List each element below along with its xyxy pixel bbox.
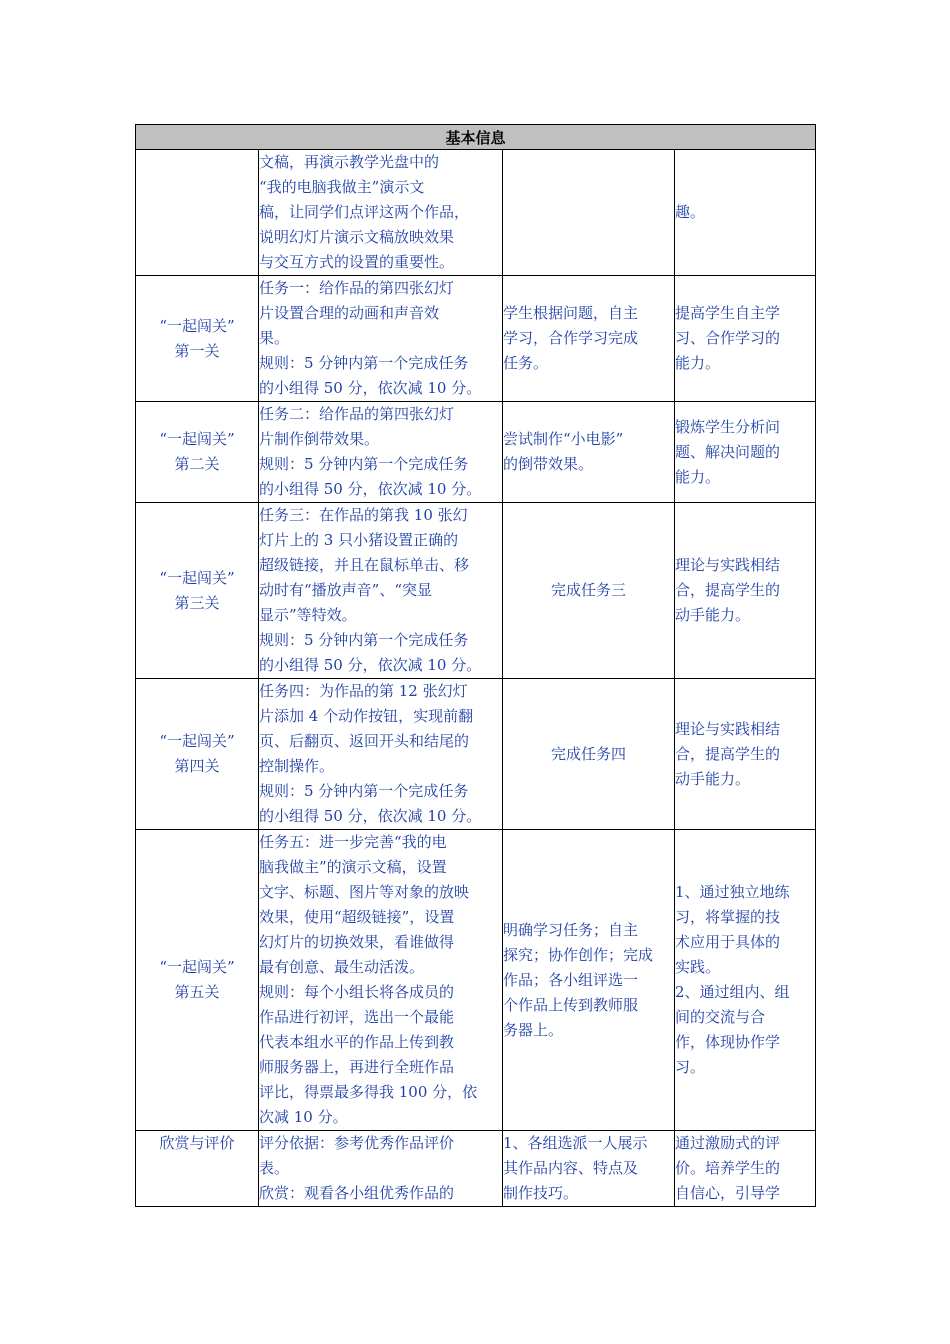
student-activity-cell — [503, 276, 675, 402]
cell-text-line: 第三关 — [174, 593, 220, 612]
cell-text-line: 效果，使用“超级链接”，设置 — [259, 908, 455, 926]
table-row — [136, 150, 816, 276]
design-intent-cell — [675, 276, 816, 402]
cell-text-line: 作，体现协作学 — [675, 1033, 781, 1051]
cell-text-line: 能力。 — [675, 354, 721, 372]
design-intent-cell — [675, 503, 816, 679]
cell-text-line: 制作技巧。 — [503, 1184, 579, 1202]
table-row — [136, 503, 816, 679]
cell-text-line: 1、通过独立地练 — [675, 883, 790, 901]
cell-text-line: 控制操作。 — [259, 757, 335, 775]
cell-text-line: 欣赏：观看各小组优秀作品的 — [259, 1184, 455, 1202]
cell-text-line: 规则：5 分钟内第一个完成任务 — [259, 354, 469, 372]
cell-text-line: 任务。 — [503, 354, 549, 372]
cell-text-line: “一起闯关” — [159, 430, 235, 448]
cell-text-line: 与交互方式的设置的重要性。 — [259, 253, 455, 271]
task-cell — [259, 402, 503, 503]
task-cell — [259, 276, 503, 402]
stage-cell — [136, 679, 259, 830]
design-intent-cell — [675, 402, 816, 503]
lesson-plan-table — [135, 124, 816, 1207]
stage-cell — [136, 503, 259, 679]
cell-text-line: 习。 — [675, 1058, 706, 1076]
design-intent-cell — [675, 679, 816, 830]
cell-text-line: 表。 — [259, 1159, 290, 1177]
stage-cell — [136, 1131, 259, 1207]
cell-text-line: 学生根据问题，自主 — [503, 304, 639, 322]
student-activity-cell — [503, 402, 675, 503]
stage-cell — [136, 830, 259, 1131]
cell-text-line: 第一关 — [174, 341, 220, 360]
design-intent-cell — [675, 150, 816, 276]
cell-text-line: 理论与实践相结 — [675, 719, 781, 738]
table-row — [136, 830, 816, 1131]
student-activity-cell — [503, 503, 675, 679]
cell-text-line: 页、后翻页、返回开头和结尾的 — [259, 732, 470, 750]
cell-text-line: 规则：5 分钟内第一个完成任务 — [259, 631, 469, 649]
cell-text-line: 的小组得 50 分，依次减 10 分。 — [259, 480, 482, 498]
cell-text-line: “一起闯关” — [159, 958, 235, 976]
cell-text-line: 次减 10 分。 — [259, 1108, 348, 1126]
student-activity-cell — [503, 150, 675, 276]
cell-text-line: 幻灯片的切换效果，看谁做得 — [259, 933, 455, 951]
design-intent-cell — [675, 1131, 816, 1207]
table-row — [136, 679, 816, 830]
cell-text-line: 说明幻灯片演示文稿放映效果 — [259, 228, 455, 246]
cell-text-line: 动手能力。 — [675, 769, 751, 788]
cell-text-line: 任务二：给作品的第四张幻灯 — [259, 405, 455, 423]
cell-text-line: 自信心，引导学 — [675, 1184, 781, 1202]
student-activity-cell — [503, 1131, 675, 1207]
task-cell — [259, 503, 503, 679]
cell-text-line: 作品进行初评，选出一个最能 — [259, 1008, 455, 1026]
cell-text-line: 第二关 — [174, 455, 220, 473]
cell-text-line: 灯片上的 3 只小猪设置正确的 — [259, 531, 459, 549]
cell-text-line: 探究；协作创作；完成 — [503, 945, 654, 964]
cell-text-line: 评比，得票最多得我 100 分，依 — [259, 1083, 478, 1101]
stage-cell — [136, 150, 259, 276]
cell-text-line: “一起闯关” — [159, 568, 235, 587]
table-row — [136, 1131, 816, 1207]
cell-text-line: 规则：每个小组长将各成员的 — [259, 983, 455, 1001]
cell-text-line: 理论与实践相结 — [675, 556, 781, 574]
cell-text-line: 果。 — [259, 329, 290, 347]
cell-text-line: 学习，合作学习完成 — [503, 329, 639, 347]
cell-text-line: 第四关 — [174, 757, 220, 775]
cell-text-line: 的小组得 50 分，依次减 10 分。 — [259, 807, 482, 825]
cell-text-line: 动手能力。 — [675, 606, 751, 624]
cell-text-line: 合，提高学生的 — [675, 581, 781, 599]
cell-text-line: 超级链接，并且在鼠标单击、移 — [259, 556, 470, 574]
cell-text-line: 习，将掌握的技 — [675, 908, 781, 926]
task-cell — [259, 150, 503, 276]
cell-text-line: 完成任务四 — [550, 744, 626, 763]
cell-text-line: “一起闯关” — [159, 732, 235, 750]
cell-text-line: 动时有“播放声音”、“突显 — [259, 581, 433, 599]
cell-text-line: 务器上。 — [503, 1020, 564, 1039]
cell-text-line: 提高学生自主学 — [675, 304, 781, 322]
cell-text-line: 价。培养学生的 — [675, 1159, 781, 1177]
cell-text-line: 任务一：给作品的第四张幻灯 — [259, 279, 455, 297]
student-activity-cell — [503, 830, 675, 1131]
cell-text-line: 个作品上传到教师服 — [503, 995, 639, 1014]
stage-cell — [136, 276, 259, 402]
cell-text-line: 片设置合理的动画和声音效 — [259, 304, 440, 322]
cell-text-line: 能力。 — [675, 467, 721, 486]
cell-text-line: 文稿，再演示教学光盘中的 — [259, 153, 440, 171]
cell-text-line: 趣。 — [675, 203, 706, 221]
cell-text-line: 显示”等特效。 — [259, 606, 357, 624]
cell-text-line: 作品；各小组评选一 — [503, 970, 639, 989]
cell-text-line: “我的电脑我做主”演示文 — [259, 178, 425, 196]
task-cell — [259, 830, 503, 1131]
cell-text-line: 任务四：为作品的第 12 张幻灯 — [259, 682, 468, 700]
cell-text-line: 2、通过组内、组 — [675, 983, 790, 1001]
cell-text-line: 脑我做主”的演示文稿，设置 — [259, 858, 447, 876]
cell-text-line: 师服务器上，再进行全班作品 — [259, 1058, 455, 1076]
cell-text-line: 片添加 4 个动作按钮，实现前翻 — [259, 707, 474, 725]
table-header-row — [136, 125, 816, 150]
student-activity-cell — [503, 679, 675, 830]
table-row — [136, 402, 816, 503]
cell-text-line: 任务三：在作品的第我 10 张幻 — [259, 506, 468, 524]
cell-text-line: 合，提高学生的 — [675, 744, 781, 763]
cell-text-line: 完成任务三 — [550, 581, 626, 599]
cell-text-line: 规则：5 分钟内第一个完成任务 — [259, 782, 469, 800]
cell-text-line: 间的交流与合 — [675, 1008, 766, 1026]
cell-text-line: 文字、标题、图片等对象的放映 — [259, 883, 470, 901]
cell-text-line: 其作品内容、特点及 — [503, 1159, 639, 1177]
cell-text-line: 尝试制作“小电影” — [503, 430, 624, 448]
cell-text-line: 稿，让同学们点评这两个作品， — [259, 203, 470, 221]
cell-text-line: 评分依据：参考优秀作品评价 — [259, 1134, 455, 1152]
cell-text-line: 第五关 — [174, 983, 220, 1001]
cell-text-line: 通过激励式的评 — [675, 1134, 781, 1152]
cell-text-line: 的小组得 50 分，依次减 10 分。 — [259, 379, 482, 397]
design-intent-cell — [675, 830, 816, 1131]
table-title: 基本信息 — [136, 125, 816, 150]
task-cell — [259, 1131, 503, 1207]
cell-text-line: 代表本组水平的作品上传到教 — [259, 1033, 455, 1051]
cell-text-line: 任务五：进一步完善“我的电 — [259, 833, 447, 851]
cell-text-line: “一起闯关” — [159, 316, 235, 335]
table-row — [136, 276, 816, 402]
cell-text-line: 题、解决问题的 — [675, 442, 781, 461]
cell-text-line: 术应用于具体的 — [675, 933, 781, 951]
cell-text-line: 实践。 — [675, 958, 721, 976]
cell-text-line: 的倒带效果。 — [503, 455, 594, 473]
cell-text-line: 锻炼学生分析问 — [675, 417, 781, 436]
cell-text-line: 片制作倒带效果。 — [259, 430, 380, 448]
cell-text-line: 的小组得 50 分，依次减 10 分。 — [259, 656, 482, 674]
task-cell — [259, 679, 503, 830]
cell-text-line: 习、合作学习的 — [675, 329, 781, 347]
cell-text-line: 欣赏与评价 — [159, 1134, 235, 1152]
stage-cell — [136, 402, 259, 503]
cell-text-line: 规则：5 分钟内第一个完成任务 — [259, 455, 469, 473]
cell-text-line: 1、各组选派一人展示 — [503, 1134, 648, 1152]
cell-text-line: 最有创意、最生动活泼。 — [259, 958, 425, 976]
cell-text-line: 明确学习任务；自主 — [503, 920, 639, 939]
